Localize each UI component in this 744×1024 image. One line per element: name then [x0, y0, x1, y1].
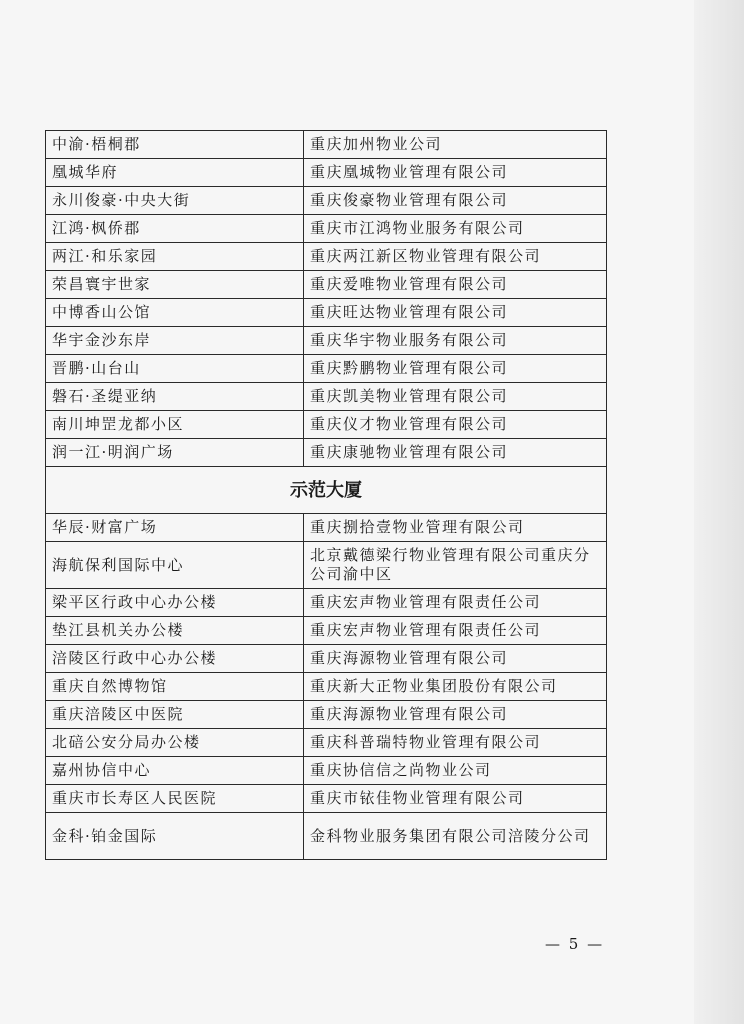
project-name: 江鸿·枫侨郡 [46, 215, 304, 243]
company-name: 北京戴德梁行物业管理有限公司重庆分公司渝中区 [304, 542, 607, 589]
table-row [46, 617, 607, 645]
project-name: 荣昌寰宇世家 [46, 271, 304, 299]
table-row [46, 327, 607, 355]
company-name: 重庆市铱佳物业管理有限公司 [304, 785, 607, 813]
company-name: 重庆凯美物业管理有限公司 [304, 383, 607, 411]
project-name: 北碚公安分局办公楼 [46, 729, 304, 757]
company-name: 重庆凰城物业管理有限公司 [304, 159, 607, 187]
company-name: 重庆捌拾壹物业管理有限公司 [304, 514, 607, 542]
company-name: 重庆科普瑞特物业管理有限公司 [304, 729, 607, 757]
project-name: 海航保利国际中心 [46, 542, 304, 589]
project-name: 垫江县机关办公楼 [46, 617, 304, 645]
property-grid [45, 130, 607, 860]
company-name: 重庆康驰物业管理有限公司 [304, 439, 607, 467]
company-name: 重庆华宇物业服务有限公司 [304, 327, 607, 355]
table-row [46, 645, 607, 673]
company-name: 重庆仪才物业管理有限公司 [304, 411, 607, 439]
company-name: 重庆协信信之尚物业公司 [304, 757, 607, 785]
page-number: — 5 — [545, 935, 605, 953]
company-name: 重庆市江鸿物业服务有限公司 [304, 215, 607, 243]
property-table [45, 130, 604, 860]
company-name: 金科物业服务集团有限公司涪陵分公司 [304, 813, 607, 860]
company-name: 重庆俊豪物业管理有限公司 [304, 187, 607, 215]
project-name: 华辰·财富广场 [46, 514, 304, 542]
company-name: 重庆海源物业管理有限公司 [304, 645, 607, 673]
project-name: 磐石·圣缇亚纳 [46, 383, 304, 411]
table-row [46, 757, 607, 785]
project-name: 华宇金沙东岸 [46, 327, 304, 355]
table-row [46, 813, 607, 860]
company-name: 重庆宏声物业管理有限责任公司 [304, 617, 607, 645]
company-name: 重庆宏声物业管理有限责任公司 [304, 589, 607, 617]
table-row [46, 589, 607, 617]
project-name: 润一江·明润广场 [46, 439, 304, 467]
table-row [46, 243, 607, 271]
company-name: 重庆爱唯物业管理有限公司 [304, 271, 607, 299]
project-name: 重庆市长寿区人民医院 [46, 785, 304, 813]
company-name: 重庆新大正物业集团股份有限公司 [304, 673, 607, 701]
project-name: 涪陵区行政中心办公楼 [46, 645, 304, 673]
project-name: 中渝·梧桐郡 [46, 131, 304, 159]
table-row [46, 187, 607, 215]
section-header-row [46, 467, 607, 514]
project-name: 南川坤罡龙都小区 [46, 411, 304, 439]
company-name: 重庆海源物业管理有限公司 [304, 701, 607, 729]
page-edge-shadow [694, 0, 744, 1024]
project-name: 重庆涪陵区中医院 [46, 701, 304, 729]
project-name: 重庆自然博物馆 [46, 673, 304, 701]
table-row [46, 439, 607, 467]
table-row [46, 729, 607, 757]
table-row [46, 355, 607, 383]
company-name: 重庆两江新区物业管理有限公司 [304, 243, 607, 271]
table-row [46, 271, 607, 299]
project-name: 嘉州协信中心 [46, 757, 304, 785]
table-row [46, 514, 607, 542]
table-row [46, 785, 607, 813]
project-name: 永川俊豪·中央大街 [46, 187, 304, 215]
table-row [46, 542, 607, 589]
table-row [46, 383, 607, 411]
company-name: 重庆黔鹏物业管理有限公司 [304, 355, 607, 383]
table-row [46, 215, 607, 243]
table-row [46, 411, 607, 439]
table-row [46, 131, 607, 159]
table-row [46, 159, 607, 187]
company-name: 重庆加州物业公司 [304, 131, 607, 159]
section-title: 示范大厦 [46, 467, 607, 514]
project-name: 两江·和乐家园 [46, 243, 304, 271]
project-name: 梁平区行政中心办公楼 [46, 589, 304, 617]
project-name: 晋鹏·山台山 [46, 355, 304, 383]
project-name: 中博香山公馆 [46, 299, 304, 327]
table-row [46, 701, 607, 729]
project-name: 凰城华府 [46, 159, 304, 187]
company-name: 重庆旺达物业管理有限公司 [304, 299, 607, 327]
table-row [46, 673, 607, 701]
table-row [46, 299, 607, 327]
project-name: 金科·铂金国际 [46, 813, 304, 860]
